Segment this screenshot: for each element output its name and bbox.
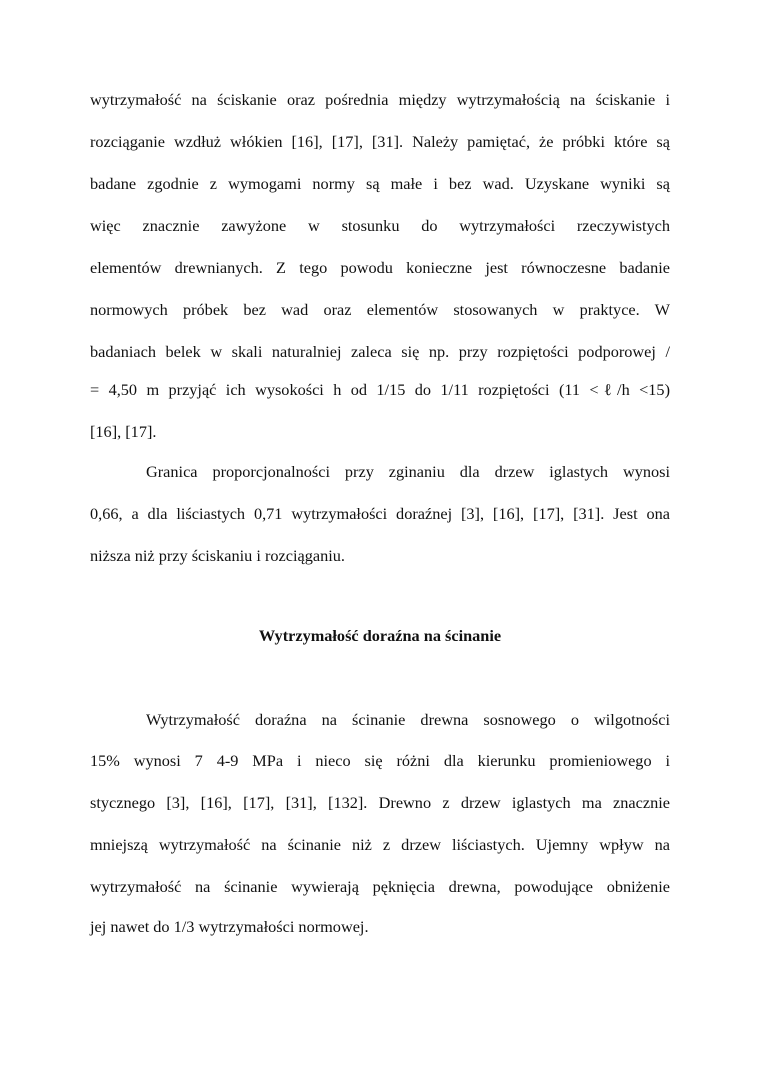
text-line: 0,66, a dla liściastych 0,71 wytrzymałości doraźnej [3], [16], [17], [31]. Jest ona: [90, 504, 670, 523]
text-line: jej nawet do 1/3 wytrzymałości normowej.: [90, 917, 369, 936]
text-line: badaniach belek w skali naturalniej zaleca się np. przy rozpiętości podporowej /: [90, 342, 670, 361]
text-line: mniejszą wytrzymałość na ścinanie niż z drzew liściastych. Ujemny wpływ na: [90, 835, 670, 854]
text-line: 15% wynosi 7 4-9 MPa i nieco się różni dla kierunku promieniowego i: [90, 751, 670, 770]
text-line: Granica proporcjonalności przy zginaniu dla drzew iglastych wynosi: [146, 462, 670, 481]
section-heading: Wytrzymałość doraźna na ścinanie: [258, 626, 502, 645]
text-line: normowych próbek bez wad oraz elementów stosowanych w praktyce. W: [90, 300, 670, 319]
text-line: badane zgodnie z wymogami normy są małe i bez wad. Uzyskane wyniki są: [90, 174, 670, 193]
text-line: rozciąganie wzdłuż włókien [16], [17], [31]. Należy pamiętać, że próbki które są: [90, 132, 670, 151]
text-line: = 4,50 m przyjąć ich wysokości h od 1/15 do 1/11 rozpiętości (11 <ℓ/h <15): [90, 380, 670, 399]
text-line: więc znacznie zawyżone w stosunku do wytrzymałości rzeczywistych: [90, 216, 670, 235]
text-line: elementów drewnianych. Z tego powodu konieczne jest równoczesne badanie: [90, 258, 670, 277]
text-line: wytrzymałość na ścinanie wywierają pęknięcia drewna, powodujące obniżenie: [90, 877, 670, 896]
text-line: wytrzymałość na ściskanie oraz pośrednia między wytrzymałością na ściskanie i: [90, 90, 670, 109]
text-line: stycznego [3], [16], [17], [31], [132]. Drewno z drzew iglastych ma znacznie: [90, 793, 670, 812]
text-line: [16], [17].: [90, 422, 157, 441]
text-line: niższa niż przy ściskaniu i rozciąganiu.: [90, 546, 345, 565]
text-line: Wytrzymałość doraźna na ścinanie drewna sosnowego o wilgotności: [146, 710, 670, 729]
